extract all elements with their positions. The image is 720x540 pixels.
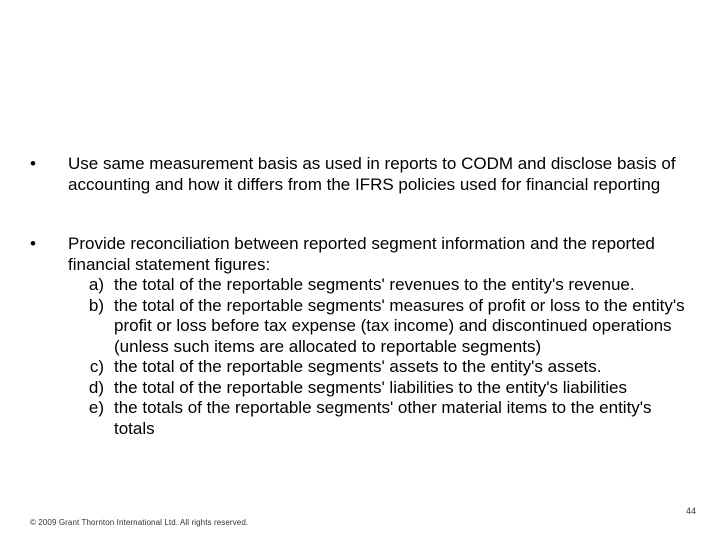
bullet-row bbox=[30, 154, 690, 195]
bullet-dot-icon: • bbox=[30, 234, 36, 253]
bullet-dot-icon: • bbox=[30, 154, 36, 173]
list-item-letter: a) bbox=[88, 275, 104, 294]
copyright-footer: © 2009 Grant Thornton International Ltd. All rights reserved. bbox=[30, 518, 249, 527]
page-number: 44 bbox=[685, 506, 696, 516]
bullet-row bbox=[30, 234, 690, 439]
bullet-item-measurement-basis bbox=[30, 154, 690, 195]
list-item-letter: d) bbox=[88, 377, 104, 397]
list-item bbox=[68, 275, 690, 296]
bullet-text: Provide reconciliation between reported segment information and the reported financial statement figures: bbox=[68, 234, 655, 274]
bullet-item-reconciliation bbox=[30, 234, 690, 439]
list-item-text: the total of the reportable segments' assets to the entity's assets. bbox=[114, 357, 602, 376]
bullet-body bbox=[68, 234, 690, 439]
list-item-text: the total of the reportable segments' revenues to the entity's revenue. bbox=[114, 275, 635, 294]
list-item bbox=[68, 398, 690, 439]
list-item-text: the totals of the reportable segments' other material items to the entity's totals bbox=[114, 398, 652, 438]
reconciliation-sublist bbox=[68, 275, 690, 439]
list-item-text: the total of the reportable segments' measures of profit or loss to the entity's profit or loss before tax expense (tax income) and discontinued operations (unless such items are allocated to reportable segments) bbox=[114, 295, 685, 356]
list-item-letter: b) bbox=[88, 295, 104, 315]
list-item bbox=[68, 296, 690, 358]
list-item-letter: c) bbox=[89, 357, 104, 376]
list-item-letter: e) bbox=[88, 398, 104, 417]
bullet-text: Use same measurement basis as used in reports to CODM and disclose basis of accounting and how it differs from the IFRS policies used for financial reporting bbox=[68, 154, 676, 194]
list-item bbox=[68, 378, 690, 399]
list-item bbox=[68, 357, 690, 378]
list-item-text: the total of the reportable segments' liabilities to the entity's liabilities bbox=[114, 377, 627, 397]
